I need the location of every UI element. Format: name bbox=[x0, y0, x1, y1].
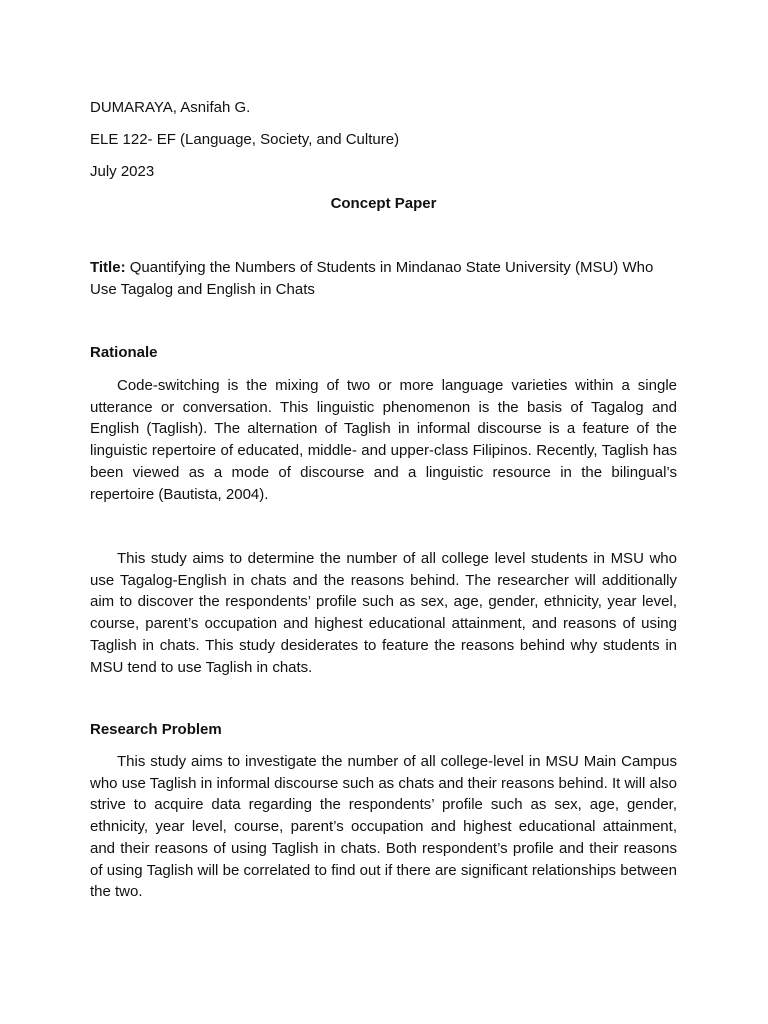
rationale-paragraph-1: Code-switching is the mixing of two or more language varieties within a single utterance or conversation. This linguistic phenomenon is the basis of Tagalog and English (Taglish). The alternation of Taglish in informal discourse is a feature of the linguistic repertoire of educated, middle- and upper-class Filipinos. Recently, Taglish has been viewed as a mode of discourse and a linguistic resource in the bilingual’s repertoire (Bautista, 2004). bbox=[90, 377, 677, 503]
research-problem-heading: Research Problem bbox=[90, 721, 222, 738]
rationale-heading: Rationale bbox=[90, 344, 158, 361]
paper-title bbox=[90, 257, 677, 301]
document-page bbox=[90, 0, 677, 1024]
document-type-heading: Concept Paper bbox=[330, 195, 437, 212]
research-problem-paragraph: This study aims to investigate the number of all college-level in MSU Main Campus who use Taglish in informal discourse such as chats and their reasons behind. It will also strive to acquire data regarding the respondents’ profile such as sex, age, gender, ethnicity, year level, course, parent’s occupation and highest educational attainment, and their reasons of using Taglish in chats. Both respondent’s profile and their reasons of using Taglish will be correlated to find out if there are significant relationships between the two. bbox=[90, 753, 677, 901]
title-text: Quantifying the Numbers of Students in Mindanao State University (MSU) Who Use Tagalog and English in Chats bbox=[90, 259, 654, 298]
course-line: ELE 122- EF (Language, Society, and Culture) bbox=[90, 131, 400, 148]
rationale-paragraph-2: This study aims to determine the number of all college level students in MSU who use Tagalog-English in chats and the reasons behind. The researcher will additionally aim to discover the respondents’ profile such as sex, age, gender, ethnicity, year level, course, parent’s occupation and highest educational attainment, and reasons of using Taglish in chats. This study desiderates to feature the reasons behind why students in MSU tend to use Taglish in chats. bbox=[90, 550, 677, 676]
date-line: July 2023 bbox=[90, 163, 155, 180]
title-label: Title: bbox=[90, 259, 126, 276]
author-name: DUMARAYA, Asnifah G. bbox=[90, 99, 251, 116]
